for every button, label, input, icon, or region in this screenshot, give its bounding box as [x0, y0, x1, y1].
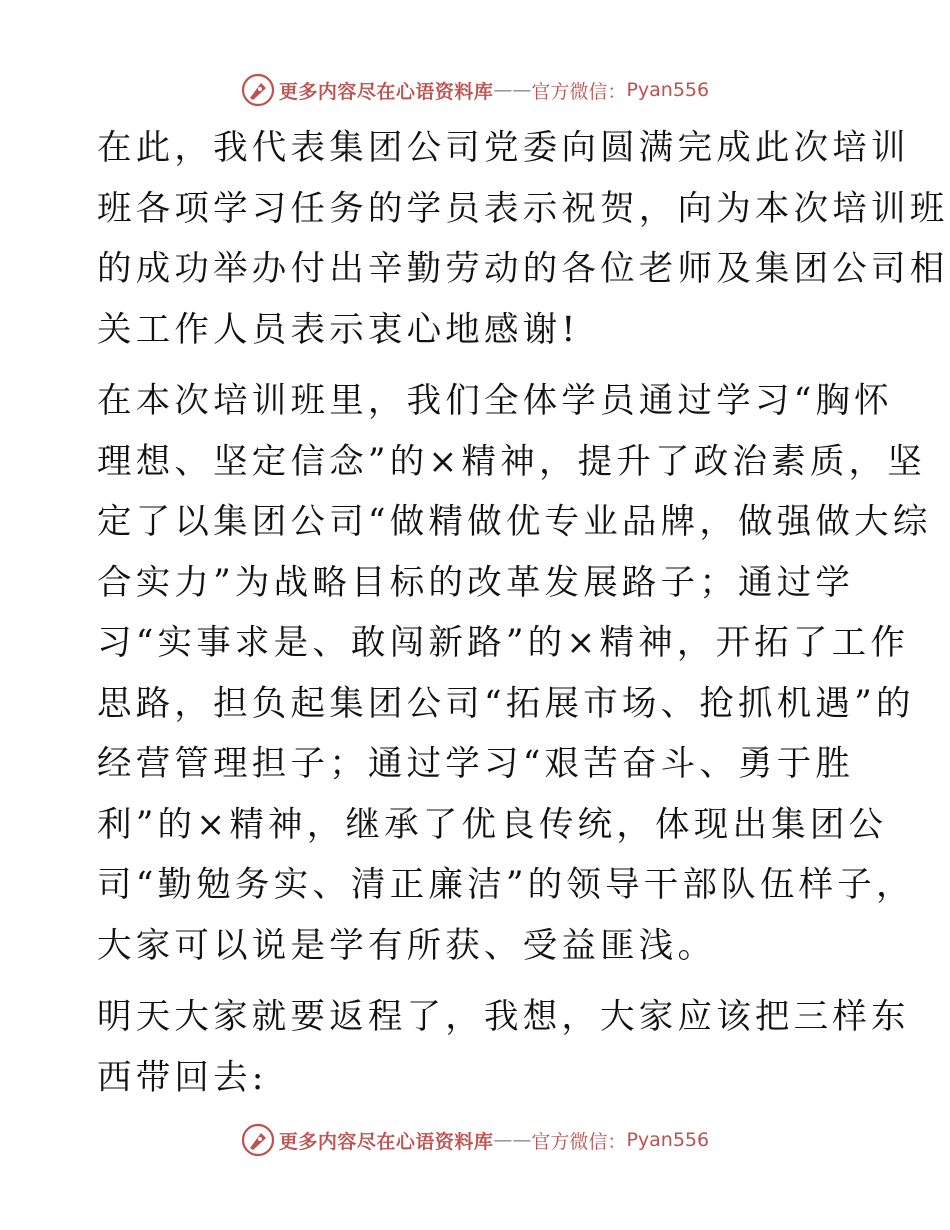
text-line: 在本次培训班里，我们全体学员通过学习“胸怀: [97, 381, 893, 421]
text-line: 经营管理担子；通过学习“艰苦奋斗、勇于胜: [97, 744, 855, 784]
text-line: 班各项学习任务的学员表示祝贺，向为本次培训班: [97, 188, 949, 229]
text-line: 明天大家就要返程了，我想，大家应该把三样东: [97, 997, 910, 1037]
pen-nib-logo-icon: [241, 73, 275, 107]
text-line: 司“勤勉务实、清正廉洁”的领导干部队伍样子，: [97, 865, 915, 905]
text-line: 的成功举办付出辛勤劳动的各位老师及集团公司相: [97, 249, 949, 289]
text-line: 定了以集团公司“做精做优专业品牌，做强做大综: [97, 502, 932, 542]
banner-wechat-id: Pyan556: [626, 79, 710, 101]
banner-title: 更多内容尽在心语资料库: [278, 80, 494, 103]
paragraph-2: [97, 371, 932, 976]
banner-wechat-id: Pyan556: [626, 1129, 710, 1151]
text-line: 大家可以说是学有所获、受益匪浅。: [97, 925, 717, 966]
text-line: 利”的×精神，继承了优良传统，体现出集团公: [97, 804, 888, 845]
text-line: 在此，我代表集团公司党委向圆满完成此次培训: [97, 128, 910, 168]
banner-title: 更多内容尽在心语资料库: [278, 1130, 494, 1153]
paragraph-3: [97, 987, 910, 1108]
text-line: 关工作人员表示衷心地感谢!: [97, 309, 580, 350]
header-watermark-banner: [0, 72, 950, 108]
paragraph-1: [97, 118, 949, 360]
banner-separator: ——: [493, 1129, 532, 1151]
banner-wechat-label: 官方微信：: [531, 1130, 627, 1153]
text-line: 理想、坚定信念”的×精神，提升了政治素质，坚: [97, 441, 926, 482]
pen-nib-logo-icon: [241, 1123, 275, 1157]
banner-wechat-label: 官方微信：: [531, 80, 627, 103]
text-line: 习“实事求是、敢闯新路”的×精神，开拓了工作: [97, 623, 910, 663]
text-line: 西带回去:: [97, 1057, 268, 1098]
text-line: 思路，担负起集团公司“拓展市场、抢抓机遇”的: [97, 683, 915, 724]
banner-separator: ——: [493, 79, 532, 101]
footer-watermark-banner: [0, 1122, 950, 1158]
document-body: [97, 118, 949, 1119]
text-line: 合实力”为战略目标的改革发展路子；通过学: [97, 562, 855, 603]
